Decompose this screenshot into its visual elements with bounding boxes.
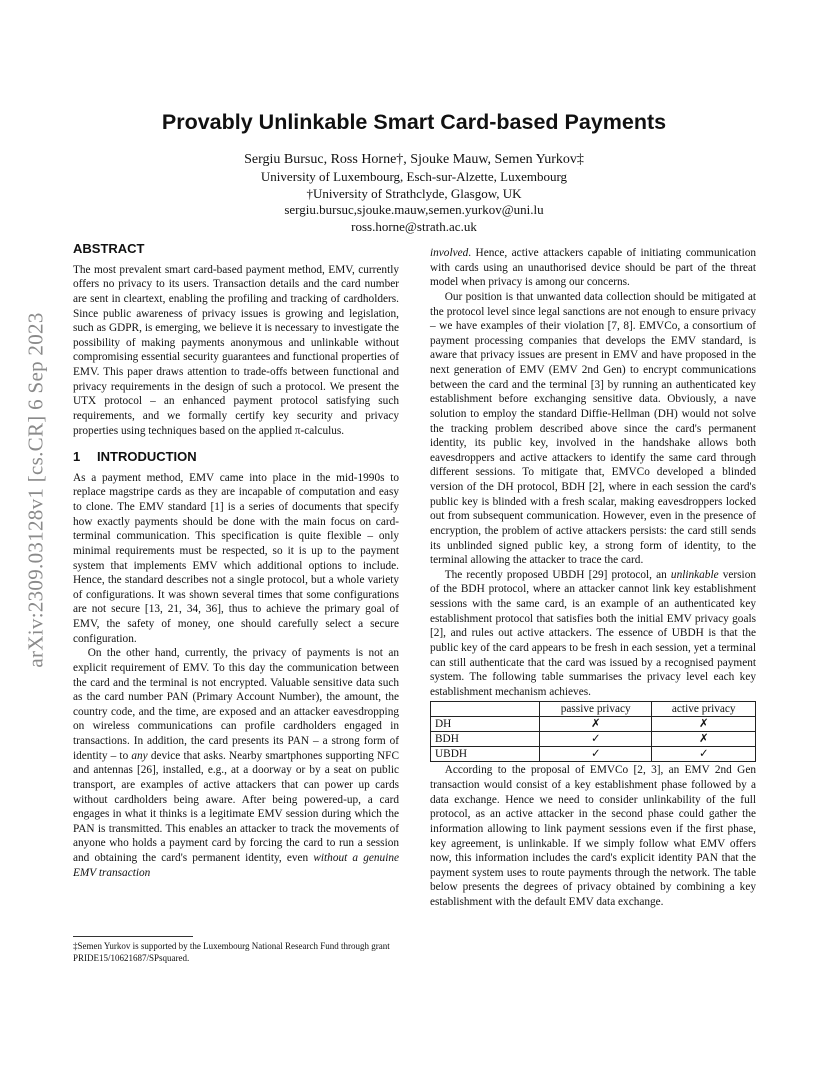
table-cell: BDH bbox=[431, 732, 540, 747]
table-header-cell: passive privacy bbox=[540, 702, 652, 717]
right-paragraph-1: Our position is that unwanted data collection should be mitigated at the protocol level since legal sanctions are not enough to ensure privacy – we have examples of their violation [7, 8]. EMVCo, a consortium of payment processing companies that develops the EMV standard, is aware that privacy issues are present in EMV and have proposed in the next generation of EMV (EMV 2nd Gen) to encrypt communications between the card and the terminal [3] by running an authenticated key establishment before exchanging sensitive data. Obviously, a nave solution to employ the standard Diffie-Hellman (DH) would not solve the tracking problem described above since the card's permanent identity, its public key, involved in the handshake allows both eavesdroppers and active attackers to identify the same card through different sessions. To mitigate that, EMVCo developed a blinded version of the DH protocol, BDH [2], where in each session the card's public key is blinded with a fresh scalar, making eavesdroppers locked out from subsequent communication. However, even in the presence of encryption, the problem of active attackers persists: the card still sends its unblinded signed public key, a strong form of identity, to the terminal allowing the attacker to trace the card. bbox=[430, 290, 756, 567]
intro-paragraph-2 bbox=[73, 646, 399, 880]
right-p0-text: . Hence, active attackers capable of initiating communication with cards using an unauthorised device should be part of the threat model when privacy is among our concerns. bbox=[430, 247, 756, 289]
right-p2-emphasis: unlinkable bbox=[670, 568, 719, 581]
table-cell: ✗ bbox=[652, 717, 756, 732]
table-cell: ✗ bbox=[540, 717, 652, 732]
table-header-row bbox=[431, 702, 756, 717]
right-column bbox=[430, 246, 756, 910]
table-row bbox=[431, 732, 756, 747]
right-paragraph-0 bbox=[430, 246, 756, 290]
footnote bbox=[73, 936, 399, 964]
author-email-strathclyde: ross.horne@strath.ac.uk bbox=[351, 218, 477, 234]
right-paragraph-3: According to the proposal of EMVCo [2, 3], an EMV 2nd Gen transaction would consist of a key establishment phase followed by a data exchange. Hence we need to consider unlinkability of the full protocol, as an active attacker in the second phase could gather the information allowing to link payment sessions even if the first phase, key agreement, is unlinkable. If we simply follow what EMV offers now, this information includes the card's explicit identity PAN that the payment system uses to route payments through the network. The table below presents the degrees of privacy obtained by combining a key establishment with the default EMV data exchange. bbox=[430, 764, 756, 908]
table-cell: ✓ bbox=[540, 732, 652, 747]
table-cell: ✗ bbox=[652, 732, 756, 747]
arxiv-sidebar-stamp bbox=[8, 280, 64, 700]
table-row bbox=[431, 717, 756, 732]
affiliation-luxembourg: University of Luxembourg, Esch-sur-Alzette, Luxembourg bbox=[260, 169, 568, 184]
arxiv-identifier: arXiv:2309.03128v1 [cs.CR] 6 Sep 2023 bbox=[23, 312, 48, 668]
table-cell: ✓ bbox=[652, 747, 756, 762]
abstract-text: The most prevalent smart card-based payment method, EMV, currently offers no privacy to its users. Transaction details and the card number are sent in cleartext, enabling the profiling and tracking of cardholders. Since public awareness of privacy issues is growing and legislation, such as GDPR, is emerging, we believe it is necessary to investigate the possibility of making payments anonymous and unlinkable without compromising essential security guarantees and functional properties of EMV. This paper draws attention to trade-offs between functional and privacy requirements in the design of such a protocol. We present the UTX protocol – an enhanced payment protocol satisfying such requirements, and we formally certify key security and privacy properties using techniques based on the applied π-calculus. bbox=[73, 263, 399, 437]
intro-p2-text-b: device that asks. Nearby smartphones supporting NFC and antennas [26], installed, e.g., at a doorway or by a seat on public transport, are examples of active attackers that can power up cards without cardholders being aware. After being powered-up, a card engages in what it thinks is a legitimate EMV session during which the PAN is transmitted. This enables an attacker to track the movements of anyone who holds a payment card by forcing the card to run a session and obtaining the card's permanent identity, even bbox=[73, 749, 399, 864]
author-email-luxembourg: sergiu.bursuc,sjouke.mauw,semen.yurkov@uni.lu bbox=[284, 202, 544, 217]
section-title: INTRODUCTION bbox=[97, 449, 197, 465]
table-cell: UBDH bbox=[431, 747, 540, 762]
intro-p2-text-a: On the other hand, currently, the privacy of payments is not an explicit requirement of EMV. To this day the communication between the card and the terminal is not encrypted. Valuable sensitive data such as the card number PAN (Primary Account Number), the amount, the country code, and the time, are exposed and an attacker eavesdropping on wireless communications can profile cardholders engaged in transactions. In addition, the card presents its PAN – a strong form of identity – to bbox=[73, 647, 399, 762]
right-p2-text-a: The recently proposed UBDH [29] protocol, an bbox=[444, 568, 671, 581]
table-cell: ✓ bbox=[540, 747, 652, 762]
right-p0-emphasis: involved bbox=[430, 247, 469, 259]
intro-p2-emphasis: any bbox=[131, 749, 148, 762]
table-cell: DH bbox=[431, 717, 540, 732]
footnote-rule bbox=[73, 936, 193, 937]
table-header-cell bbox=[431, 702, 540, 717]
right-paragraph-2 bbox=[430, 568, 756, 700]
intro-p2-emphasis-2: without a genuine EMV transaction bbox=[73, 852, 399, 879]
table-header-cell: active privacy bbox=[652, 702, 756, 717]
privacy-level-table bbox=[430, 701, 756, 762]
intro-paragraph-1: As a payment method, EMV came into place in the mid-1990s to replace magstripe cards as they are incapable of computation and easy to clone. The EMV standard [1] is a series of documents that specify how exactly payments should be done with the main focus on card-terminal communication. This specification is quite flexible – only minimal requirements must be respected, so it is up to the payment system that implements EMV which additional options to include. Hence, the standard describes not a single protocol, but a whole variety of configurations. It was shown several times that some configurations are not secure [13, 21, 34, 36], thus to achieve the primary goal of EMV, the safety of money, one should carefully select a secure configuration. bbox=[73, 471, 399, 645]
footnote-text: ‡Semen Yurkov is supported by the Luxembourg National Research Fund through grant PRIDE15/10621687/SPsquared. bbox=[73, 941, 390, 963]
abstract-heading: ABSTRACT bbox=[73, 241, 145, 256]
affiliation-strathclyde: †University of Strathclyde, Glasgow, UK bbox=[306, 185, 522, 201]
left-column bbox=[73, 242, 399, 880]
section-number: 1 bbox=[73, 449, 81, 465]
introduction-heading bbox=[73, 450, 399, 465]
author-names: Sergiu Bursuc, Ross Horne†, Sjouke Mauw, Semen Yurkov‡ bbox=[244, 152, 584, 167]
paper-title: Provably Unlinkable Smart Card-based Payments bbox=[161, 110, 667, 134]
author-block bbox=[0, 150, 828, 235]
right-p2-text-b: version of the BDH protocol, where an attacker cannot link key establishment sessions with the same card, is an example of an authenticated key establishment protocol that satisfies both the initial EMV privacy goals [2], and rules out active attackers. The essence of UBDH is that the public key of the card appears to be fresh in each session, yet a terminal can still authenticate that the card was issued by a recognised payment system. The following table summarises the privacy level each key establishment mechanism achieves. bbox=[430, 568, 756, 698]
table-row bbox=[431, 747, 756, 762]
